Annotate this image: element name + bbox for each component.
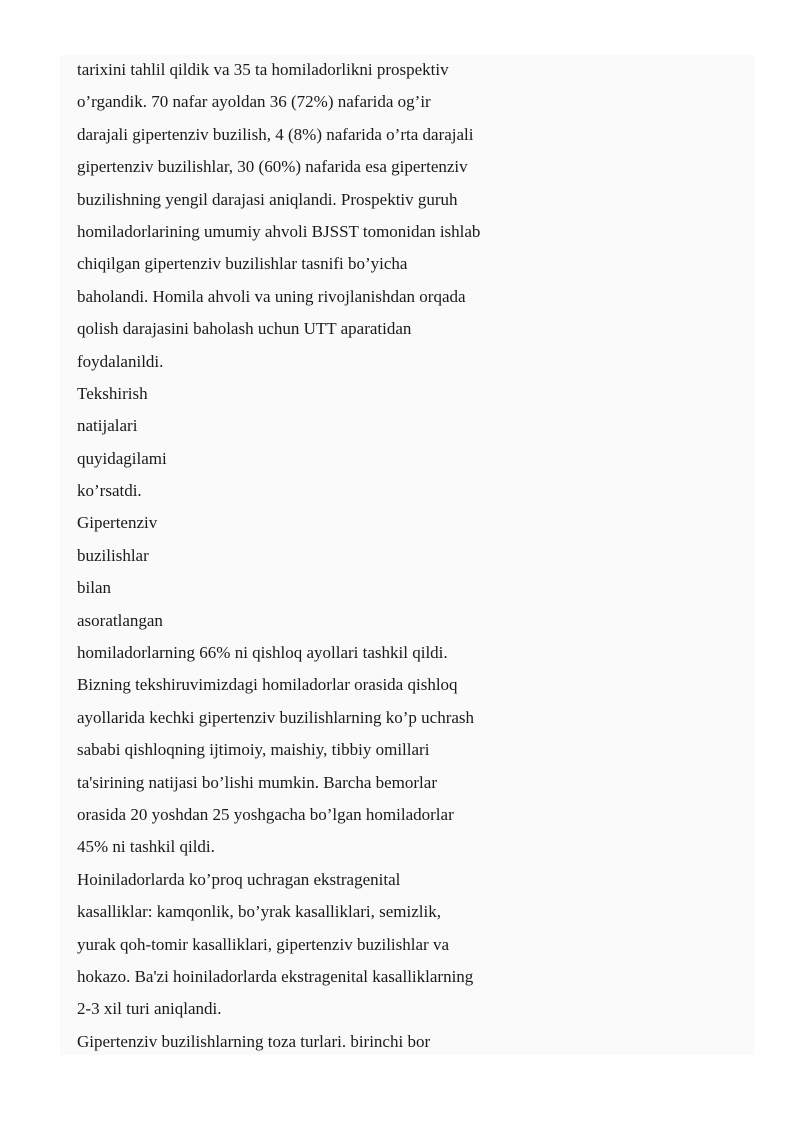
text-line: ta'sirining natijasi bo’lishi mumkin. Barcha bemorlar — [77, 772, 437, 792]
text-line: bilan — [77, 578, 111, 598]
text-line: ayollarida kechki gipertenziv buzilishlarning ko’p uchrash — [77, 707, 475, 727]
text-line: hokazo. Ba'zi hoiniladorlarda ekstragenital kasalliklarning — [77, 966, 474, 986]
text-line: o’rgandik. 70 nafar ayoldan 36 (72%) nafarida og’ir — [77, 92, 431, 112]
text-line: buzilishlar — [77, 545, 149, 565]
text-line: 2-3 xil turi aniqlandi. — [77, 999, 222, 1019]
text-line: baholandi. Homila ahvoli va uning rivojlanishdan orqada — [77, 286, 466, 306]
text-line: darajali gipertenziv buzilish, 4 (8%) nafarida o’rta darajali — [77, 124, 474, 144]
text-line: homiladorlarining umumiy ahvoli BJSST tomonidan ishlab — [77, 221, 481, 241]
text-line: Gipertenziv buzilishlarning toza turlari. birinchi bor — [77, 1031, 431, 1051]
text-line: tarixini tahlil qildik va 35 ta homiladorlikni prospektiv — [77, 60, 449, 79]
text-line: yurak qoh-tomir kasalliklari, gipertenziv buzilishlar va — [77, 934, 449, 954]
text-line: buzilishning yengil darajasi aniqlandi. Prospektiv guruh — [77, 189, 458, 209]
text-line: sababi qishloqning ijtimoiy, maishiy, tibbiy omillari — [77, 740, 430, 760]
text-line: quyidagilami — [77, 448, 167, 468]
text-line: Bizning tekshiruvimizdagi homiladorlar orasida qishloq — [77, 675, 458, 695]
text-line: homiladorlarning 66% ni qishloq ayollari tashkil qildi. — [77, 643, 448, 663]
text-line: chiqilgan gipertenziv buzilishlar tasnifi bo’yicha — [77, 254, 408, 274]
text-line: natijalari — [77, 416, 138, 436]
text-line: Gipertenziv — [77, 513, 158, 533]
text-line: orasida 20 yoshdan 25 yoshgacha bo’lgan homiladorlar — [77, 804, 454, 824]
text-line: asoratlangan — [77, 610, 163, 630]
text-line: foydalanildi. — [77, 351, 164, 371]
text-line: Tekshirish — [77, 383, 148, 403]
text-line: kasalliklar: kamqonlik, bo’yrak kasalliklari, semizlik, — [77, 902, 441, 922]
text-line: Hoiniladorlarda ko’proq uchragan ekstragenital — [77, 869, 401, 889]
text-line: gipertenziv buzilishlar, 30 (60%) nafarida esa gipertenziv — [77, 157, 468, 177]
document-body — [77, 54, 557, 1058]
text-line: 45% ni tashkil qildi. — [77, 837, 215, 857]
text-line: ko’rsatdi. — [77, 481, 142, 501]
text-line: qolish darajasini baholash uchun UTT aparatidan — [77, 319, 412, 339]
